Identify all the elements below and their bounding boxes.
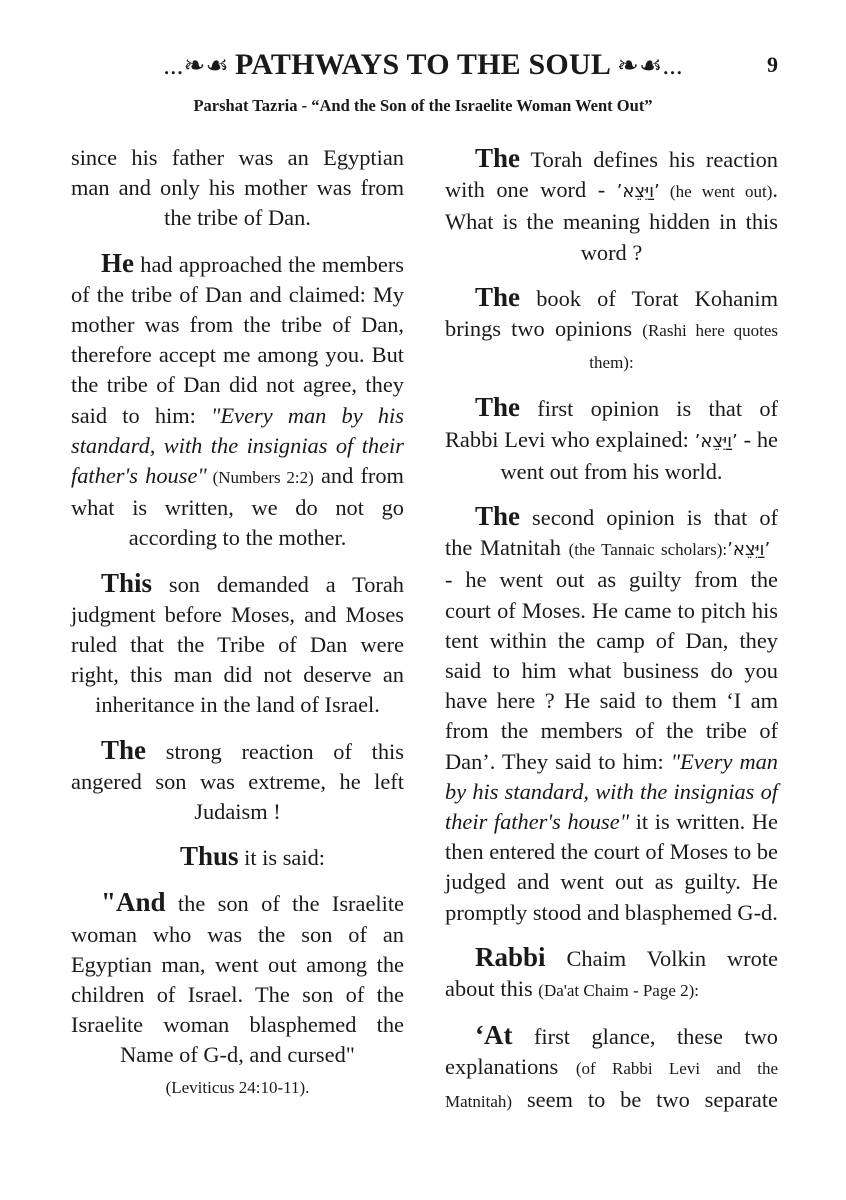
lead-word: This [101, 567, 153, 598]
paragraph: This son demanded a Torah judgment before Moses, and Moses ruled that the Tribe of Dan were right, this man did not deserve an inheritance in the land of Israel. [71, 567, 404, 718]
paragraph: ‘At first glance, these two explanations (of Rabbi Levi and the Matnitah) seem to be two separate [445, 1020, 779, 1112]
lead-word: "And [101, 887, 166, 918]
right-column [445, 143, 778, 1131]
lead-word: Rabbi [475, 941, 546, 972]
hebrew-word: ’וַיֵּצֵא’ [727, 539, 779, 561]
lead-word: The [475, 501, 521, 532]
chapter-subtitle: Parshat Tazria - “And the Son of the Israelite Woman Went Out” [193, 96, 653, 115]
paragraph: "And the son of the Israelite woman who was the son of an Egyptian man, went out among the children of Israel. The son of the Israelite woman blasphemed the Name of G-d, and cursed" (Leviticus 24:10-11). [71, 887, 404, 1097]
reference: (Leviticus 24:10-11). [165, 1077, 310, 1097]
paragraph: He had approached the members of the tribe of Dan and claimed: My mother was from the tribe of Dan, therefore accept me among you. But the tribe of Dan did not agree, they said to him: "Every man by his standard, with the insignias of their father's house" (Numbers 2:2) and from what is written, we do not go according to the mother. [71, 247, 404, 551]
reference: (Numbers 2:2) [206, 468, 314, 488]
paragraph: The second opinion is that of the Matnitah (the Tannaic scholars): ’וַיֵּצֵא’ - he went out as guilty from the court of Moses. He came to pitch his tent within the camp of Dan, they said to him what business do you have here ? He said to them ‘I am from the members of the tribe of Dan’. They said to him: "Every man by his standard, with the insignias of their father's house" it is written. He then entered the court of Moses to be judged and went out as guilty. He promptly stood and blasphemed G-d. [445, 501, 779, 925]
paragraph: The Torah defines his reaction with one word - ’וַיֵּצֵא’ (he went out). What is the meaning hidden in this word ? [445, 143, 779, 265]
quote: "Every man by his standard, with the insignias of their father's house" [445, 748, 779, 835]
lead-word: The [101, 734, 147, 765]
lead-word: ‘At [475, 1020, 513, 1051]
left-column [71, 143, 404, 1117]
lead-word: Thus [179, 841, 239, 872]
ornament-right-icon: ❧☙... [617, 51, 683, 80]
paragraph: The strong reaction of this angered son was extreme, he left Judaism ! [71, 734, 404, 825]
hebrew-word: ’וַיֵּצֵא’ [616, 181, 660, 203]
reference: (the Tannaic scholars): [568, 540, 728, 560]
reference: (Rashi here quotes them): [589, 321, 778, 373]
paragraph: The first opinion is that of Rabbi Levi who explained: ’וַיֵּצֵא’ - he went out from his world. [445, 392, 778, 484]
reference: (Da'at Chaim - Page 2): [538, 981, 700, 1001]
reference: (he went out) [659, 182, 773, 202]
reference: (of Rabbi Levi and the Matnitah) [445, 1059, 779, 1111]
paragraph: Thus it is said: [179, 841, 326, 872]
running-title [0, 48, 846, 82]
page-header [0, 48, 846, 92]
lead-word: The [475, 392, 521, 423]
lead-word: The [475, 281, 521, 312]
quote: "Every man by his standard, with the insignias of their father's house" [71, 402, 404, 489]
paragraph: Rabbi Chaim Volkin wrote about this (Da'at Chaim - Page 2): [445, 941, 778, 1002]
page-number: 9 [767, 52, 778, 77]
book-title: PATHWAYS TO THE SOUL [234, 48, 612, 81]
paragraph: since his father was an Egyptian man and only his mother was from the tribe of Dan. [71, 145, 404, 231]
ornament-left-icon: ...❧☙ [163, 51, 229, 80]
lead-word: He [101, 247, 134, 278]
hebrew-word: ’וַיֵּצֵא’ [694, 430, 738, 452]
paragraph: The book of Torat Kohanim brings two opinions (Rashi here quotes them): [445, 281, 778, 373]
lead-word: The [475, 143, 521, 173]
